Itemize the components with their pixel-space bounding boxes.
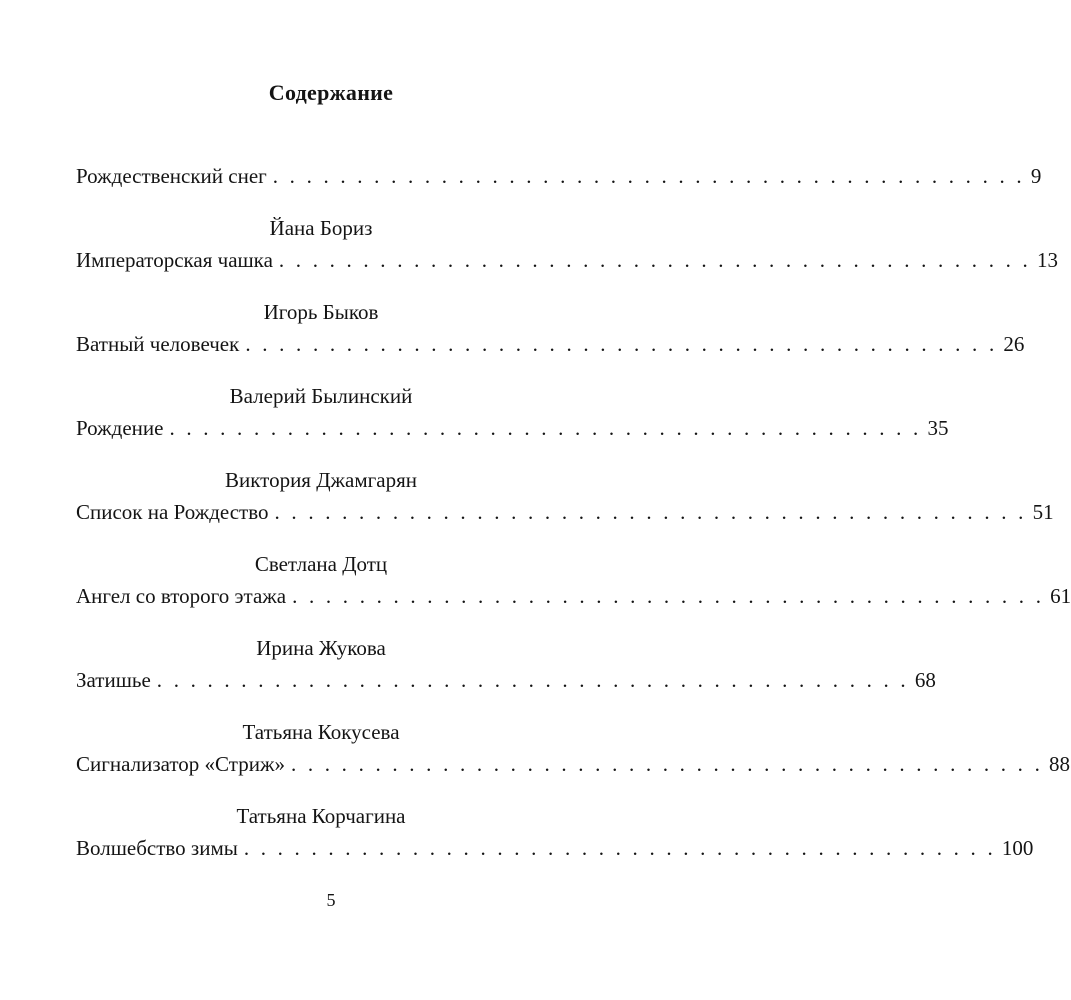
- dot-leader: . . . . . . . . . . . . . . . . . . . . . . . . . . . . . . . . . . . . . . . . . . . . .: [272, 164, 1025, 188]
- dot-leader: . . . . . . . . . . . . . . . . . . . . . . . . . . . . . . . . . . . . . . . . . . . . .: [243, 836, 996, 860]
- toc-line: [76, 328, 1025, 360]
- page-title: Содержание: [268, 80, 394, 105]
- toc-line: [76, 580, 1071, 612]
- story-title: Ватный человечек: [76, 332, 240, 356]
- page-number: 5: [326, 890, 336, 910]
- story-title: Рождение: [76, 416, 164, 440]
- story-title: Сигнализатор «Стриж»: [76, 752, 285, 776]
- story-title: Список на Рождество: [76, 500, 269, 524]
- toc-entry: [76, 632, 936, 696]
- page-ref: 61: [1050, 584, 1071, 608]
- page-ref: 88: [1049, 752, 1071, 776]
- page-ref: 51: [1032, 500, 1054, 524]
- author-name: Валерий Былинский: [229, 384, 413, 408]
- toc-entry: [76, 716, 1071, 780]
- toc-entry: [76, 296, 1025, 360]
- toc-line: [76, 412, 949, 444]
- toc-line: [76, 160, 1042, 192]
- story-title: Рождественский снег: [76, 164, 267, 188]
- dot-leader: . . . . . . . . . . . . . . . . . . . . . . . . . . . . . . . . . . . . . . . . . . . . .: [290, 752, 1044, 776]
- author-name: Татьяна Корчагина: [236, 804, 406, 828]
- toc-entry: [76, 380, 949, 444]
- story-title: Императорская чашка: [76, 248, 273, 272]
- toc-line: [76, 496, 1054, 528]
- story-title: Ангел со второго этажа: [76, 584, 287, 608]
- author-name: Йана Бориз: [269, 216, 373, 240]
- page-ref: 35: [927, 416, 949, 440]
- story-title: Затишье: [76, 668, 151, 692]
- toc-entry: [76, 212, 1058, 276]
- author-name: Светлана Дотц: [254, 552, 388, 576]
- toc-line: [76, 748, 1071, 780]
- author-name: Виктория Джамгарян: [225, 468, 417, 492]
- page-ref: 9: [1030, 164, 1042, 188]
- author-name: Татьяна Кокусева: [242, 720, 400, 744]
- dot-leader: . . . . . . . . . . . . . . . . . . . . . . . . . . . . . . . . . . . . . . . . . . . . .: [245, 332, 998, 356]
- dot-leader: . . . . . . . . . . . . . . . . . . . . . . . . . . . . . . . . . . . . . . . . . . . . .: [274, 500, 1027, 524]
- author-name: Игорь Быков: [263, 300, 379, 324]
- toc-entry: [76, 800, 1034, 864]
- author-name: Ирина Жукова: [256, 636, 386, 660]
- page-ref: 26: [1003, 332, 1025, 356]
- toc-line: [76, 664, 936, 696]
- story-title: Волшебство зимы: [76, 836, 238, 860]
- page-ref: 68: [914, 668, 936, 692]
- dot-leader: . . . . . . . . . . . . . . . . . . . . . . . . . . . . . . . . . . . . . . . . . . . . .: [156, 668, 909, 692]
- toc-line: [76, 244, 1058, 276]
- dot-leader: . . . . . . . . . . . . . . . . . . . . . . . . . . . . . . . . . . . . . . . . . . . . .: [292, 584, 1045, 608]
- page-ref: 100: [1001, 836, 1034, 860]
- dot-leader: . . . . . . . . . . . . . . . . . . . . . . . . . . . . . . . . . . . . . . . . . . . . .: [169, 416, 922, 440]
- toc-entry: [76, 160, 1042, 192]
- toc-line: [76, 832, 1034, 864]
- toc-entry: [76, 548, 1071, 612]
- table-of-contents: [76, 160, 1071, 864]
- dot-leader: . . . . . . . . . . . . . . . . . . . . . . . . . . . . . . . . . . . . . . . . . . . . .: [278, 248, 1031, 272]
- page-ref: 13: [1036, 248, 1058, 272]
- toc-entry: [76, 464, 1054, 528]
